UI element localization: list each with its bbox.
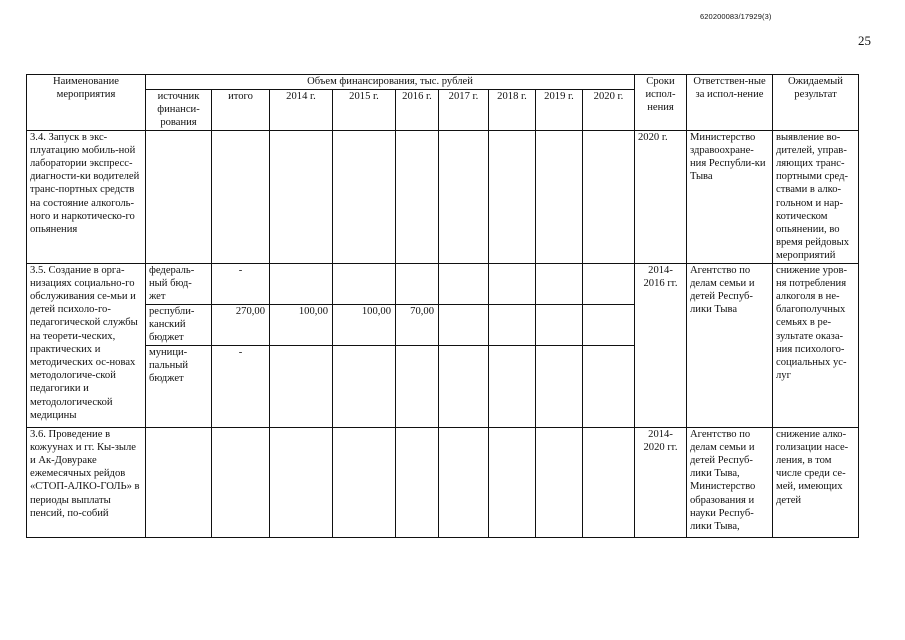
row-3-5-deadline: 2014-2016 гг. — [635, 263, 687, 427]
page-number: 25 — [858, 33, 871, 48]
row-3-5-y2016: 70,00 — [396, 304, 439, 345]
row-3-5-y2014: 100,00 — [270, 304, 333, 345]
header-source: источник финанси-рования — [146, 90, 212, 131]
row-3-5-total-federal: - — [212, 263, 270, 304]
row-3-5-source-republic: республи-канский бюджет — [146, 304, 212, 345]
row-3-4-name: 3.4. Запуск в экс-плуатацию мобиль-ной лаборатории экспресс-диагности-ки водителей транс-портных средств на состояние алкоголь-ного и наркотическо-го опьянения — [27, 130, 146, 263]
header-name: Наименование мероприятия — [27, 75, 146, 131]
header-total: итого — [212, 90, 270, 131]
header-year-2015: 2015 г. — [333, 90, 396, 131]
header-year-2016: 2016 г. — [396, 90, 439, 131]
row-3-6-name: 3.6. Проведение в кожуунах и гг. Кы-зыле и Ак-Довураке ежемесячных рейдов «СТОП-АЛКО-ГОЛЬ» в периоды выплаты пенсий, по-собий — [27, 427, 146, 537]
row-3-5-responsible: Агентство по делам семьи и детей Респуб-лики Тыва — [687, 263, 773, 427]
row-3-6-responsible: Агентство по делам семьи и детей Респуб-лики Тыва, Министерство образования и науки Респуб-лики Тыва, — [687, 427, 773, 537]
row-3-6-deadline: 2014-2020 гг. — [635, 427, 687, 537]
row-3-5-name: 3.5. Создание в орга-низациях социально-го обслуживания се-мьи и детей психоло-го-педагогической службы на теорети-ческих, практических и методических ос-новах методологиче-ской педагогики и методологической медицины — [27, 263, 146, 427]
row-3-5-result: снижение уров-ня потребления алкоголя в не-благополучных семьях в ре-зультате оказа-ния психолого-социальных ус-луг — [773, 263, 859, 427]
header-year-2014: 2014 г. — [270, 90, 333, 131]
header-deadline: Сроки испол-нения — [635, 75, 687, 131]
header-year-2020: 2020 г. — [583, 90, 635, 131]
row-3-5-total-municipal: - — [212, 345, 270, 427]
row-3-4-deadline: 2020 г. — [635, 130, 687, 263]
table-row — [27, 427, 859, 537]
row-3-6-result: снижение алко-голизации насе-ления, в том числе среди се-мей, имеющих детей — [773, 427, 859, 537]
row-3-5-source-municipal: муници-пальный бюджет — [146, 345, 212, 427]
header-year-2017: 2017 г. — [439, 90, 489, 131]
header-funding-volume: Объем финансирования, тыс. рублей — [146, 75, 635, 90]
header-year-2018: 2018 г. — [489, 90, 536, 131]
row-3-5-source-federal: федераль-ный бюд-жет — [146, 263, 212, 304]
row-3-4-result: выявление во-дителей, управ-ляющих транс-портными сред-ствами в алко-гольном и нар-котическом опьянении, во время рейдовых мероприятий — [773, 130, 859, 263]
header-responsible: Ответствен-ные за испол-нение — [687, 75, 773, 131]
table-row — [27, 130, 859, 263]
funding-table — [26, 74, 859, 538]
document-id: 620200083/17929(3) — [700, 12, 772, 21]
header-year-2019: 2019 г. — [536, 90, 583, 131]
row-3-4-responsible: Министерство здравоохране-ния Республи-ки Тыва — [687, 130, 773, 263]
table-row — [27, 263, 859, 304]
row-3-5-y2015: 100,00 — [333, 304, 396, 345]
header-result: Ожидаемый результат — [773, 75, 859, 131]
row-3-5-total-republic: 270,00 — [212, 304, 270, 345]
